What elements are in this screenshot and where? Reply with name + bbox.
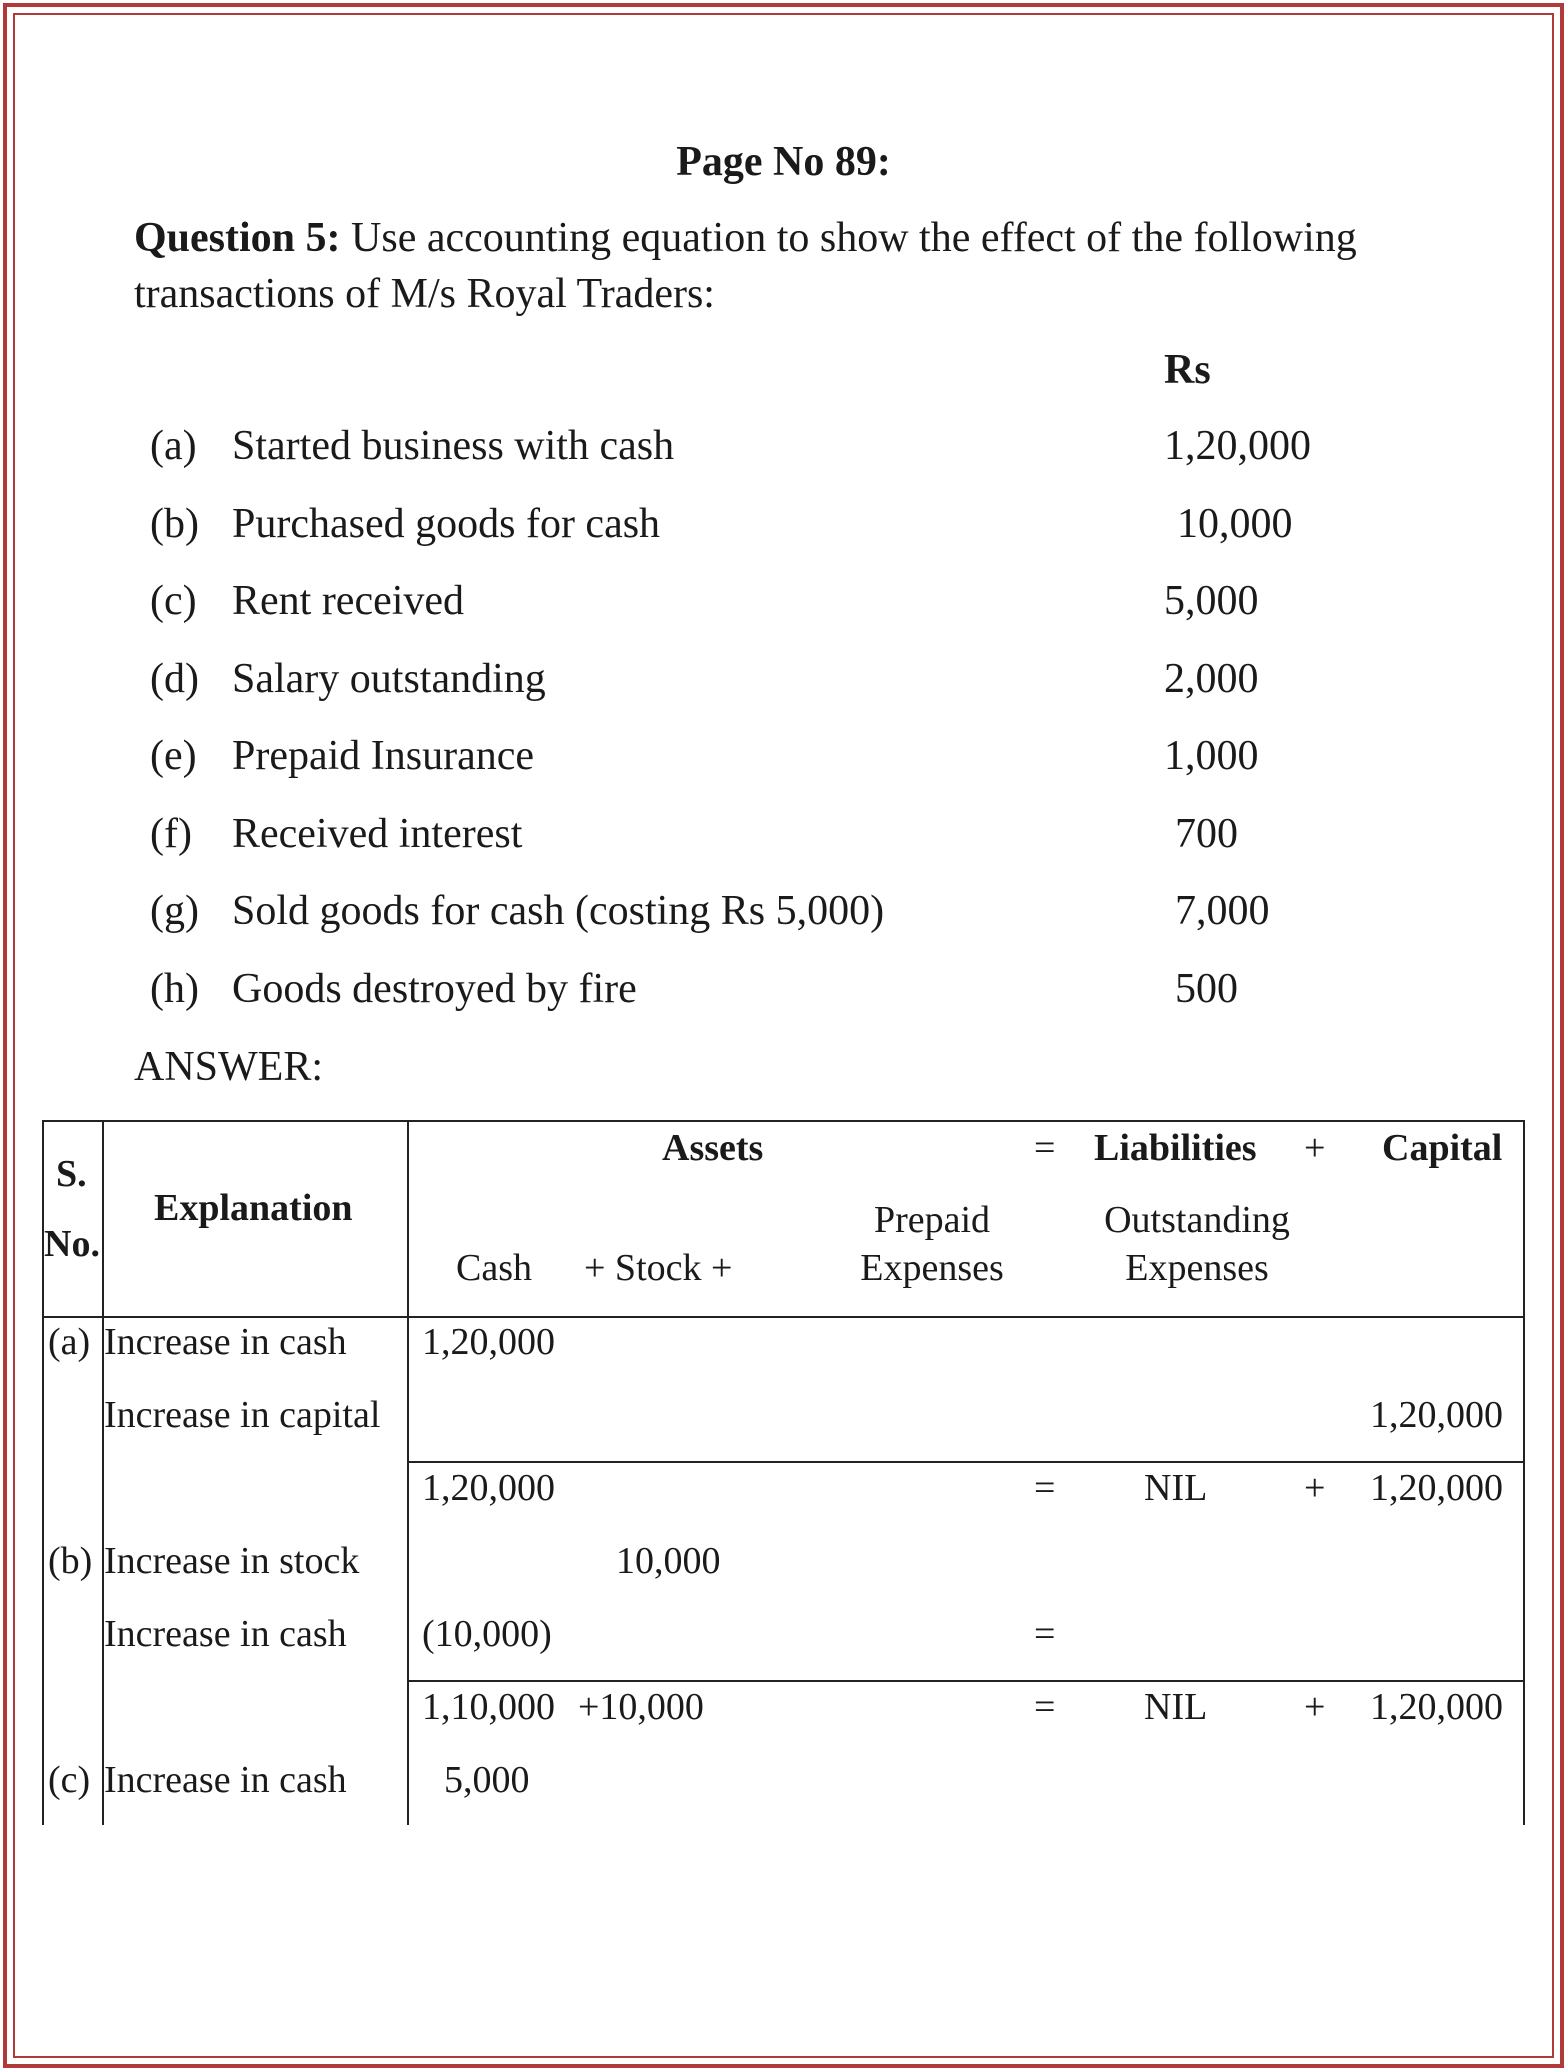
transaction-id: (c) xyxy=(150,578,197,624)
transaction-amount: 500 xyxy=(1175,966,1238,1012)
explanation-cell: Increase in capital xyxy=(104,1394,381,1436)
equals-sign: = xyxy=(1034,1127,1056,1169)
transaction-desc: Goods destroyed by fire xyxy=(232,966,637,1012)
plus-sign: + xyxy=(1304,1127,1326,1169)
transaction-id: (a) xyxy=(150,423,197,469)
total-rule-b xyxy=(407,1680,1525,1682)
cash-cell: 1,20,000 xyxy=(422,1467,555,1509)
row-id: (b) xyxy=(48,1540,93,1582)
explanation-cell: Increase in stock xyxy=(104,1540,360,1582)
answer-label: ANSWER: xyxy=(134,1044,323,1090)
accounting-equation-table xyxy=(42,1120,1525,1825)
explanation-cell: Increase in cash xyxy=(104,1759,347,1801)
row-id: (a) xyxy=(48,1321,91,1363)
cash-cell: 1,20,000 xyxy=(422,1321,555,1363)
capital-header: Capital xyxy=(1382,1127,1503,1169)
liabilities-cell: NIL xyxy=(1144,1686,1208,1728)
transaction-id: (g) xyxy=(150,888,199,934)
transaction-amount: 10,000 xyxy=(1177,501,1293,547)
cash-cell: 5,000 xyxy=(444,1759,530,1801)
transaction-desc: Started business with cash xyxy=(232,423,675,469)
transaction-id: (b) xyxy=(150,501,199,547)
transaction-desc: Sold goods for cash (costing Rs 5,000) xyxy=(232,888,885,934)
capital-cell: 1,20,000 xyxy=(1370,1467,1503,1509)
explanation-cell: Increase in cash xyxy=(104,1613,347,1655)
transaction-desc: Purchased goods for cash xyxy=(232,501,661,547)
liabilities-cell: NIL xyxy=(1144,1467,1208,1509)
transaction-amount: 1,20,000 xyxy=(1164,423,1311,469)
transaction-amount: 7,000 xyxy=(1175,888,1270,934)
cash-cell: (10,000) xyxy=(422,1613,552,1655)
equals-sign: = xyxy=(1034,1686,1056,1728)
assets-header: Assets xyxy=(662,1127,764,1169)
transaction-desc: Rent received xyxy=(232,578,465,624)
plus-sign: + xyxy=(1304,1467,1326,1509)
sno-header: No. xyxy=(44,1223,100,1265)
transaction-amount: 1,000 xyxy=(1164,733,1259,779)
stock-header: + Stock + xyxy=(584,1247,733,1289)
transaction-amount: 700 xyxy=(1175,811,1238,857)
page-title: Page No 89: xyxy=(676,139,891,185)
outstanding-header: Expenses xyxy=(1125,1247,1269,1289)
liabilities-header: Liabilities xyxy=(1094,1127,1257,1169)
sno-header: S. xyxy=(56,1153,87,1195)
transaction-id: (e) xyxy=(150,733,197,779)
prepaid-header: Prepaid xyxy=(873,1199,991,1241)
total-rule-a xyxy=(407,1461,1525,1463)
question-text xyxy=(134,210,1454,322)
transaction-desc: Prepaid Insurance xyxy=(232,733,535,779)
header-bottom-border xyxy=(42,1316,1525,1318)
stock-cell: 10,000 xyxy=(616,1540,721,1582)
row-id: (c) xyxy=(48,1759,91,1801)
transaction-desc: Salary outstanding xyxy=(232,656,546,702)
explanation-header: Explanation xyxy=(154,1187,353,1229)
explanation-divider xyxy=(407,1120,409,1825)
stock-cell: +10,000 xyxy=(578,1686,704,1728)
transaction-id: (d) xyxy=(150,656,199,702)
sno-divider xyxy=(102,1120,104,1825)
equals-sign: = xyxy=(1034,1467,1056,1509)
transaction-amount: 2,000 xyxy=(1164,656,1259,702)
prepaid-header: Expenses xyxy=(860,1247,1004,1289)
question-label: Question 5: xyxy=(134,215,341,261)
transaction-id: (f) xyxy=(150,811,192,857)
transaction-id: (h) xyxy=(150,966,199,1012)
equals-sign: = xyxy=(1034,1613,1056,1655)
transaction-desc: Received interest xyxy=(232,811,523,857)
cash-header: Cash xyxy=(456,1247,532,1289)
explanation-cell: Increase in cash xyxy=(104,1321,347,1363)
cash-cell: 1,10,000 xyxy=(422,1686,555,1728)
amount-header: Rs xyxy=(1164,347,1211,393)
capital-cell: 1,20,000 xyxy=(1370,1686,1503,1728)
outstanding-header: Outstanding xyxy=(1104,1199,1290,1241)
table-top-border xyxy=(42,1120,1525,1122)
transaction-amount: 5,000 xyxy=(1164,578,1259,624)
capital-cell: 1,20,000 xyxy=(1370,1394,1503,1436)
plus-sign: + xyxy=(1304,1686,1326,1728)
question-body: Use accounting equation to show the effect of the following transactions of M/s Royal Traders: xyxy=(134,215,1357,317)
table-right-border xyxy=(1523,1120,1525,1825)
